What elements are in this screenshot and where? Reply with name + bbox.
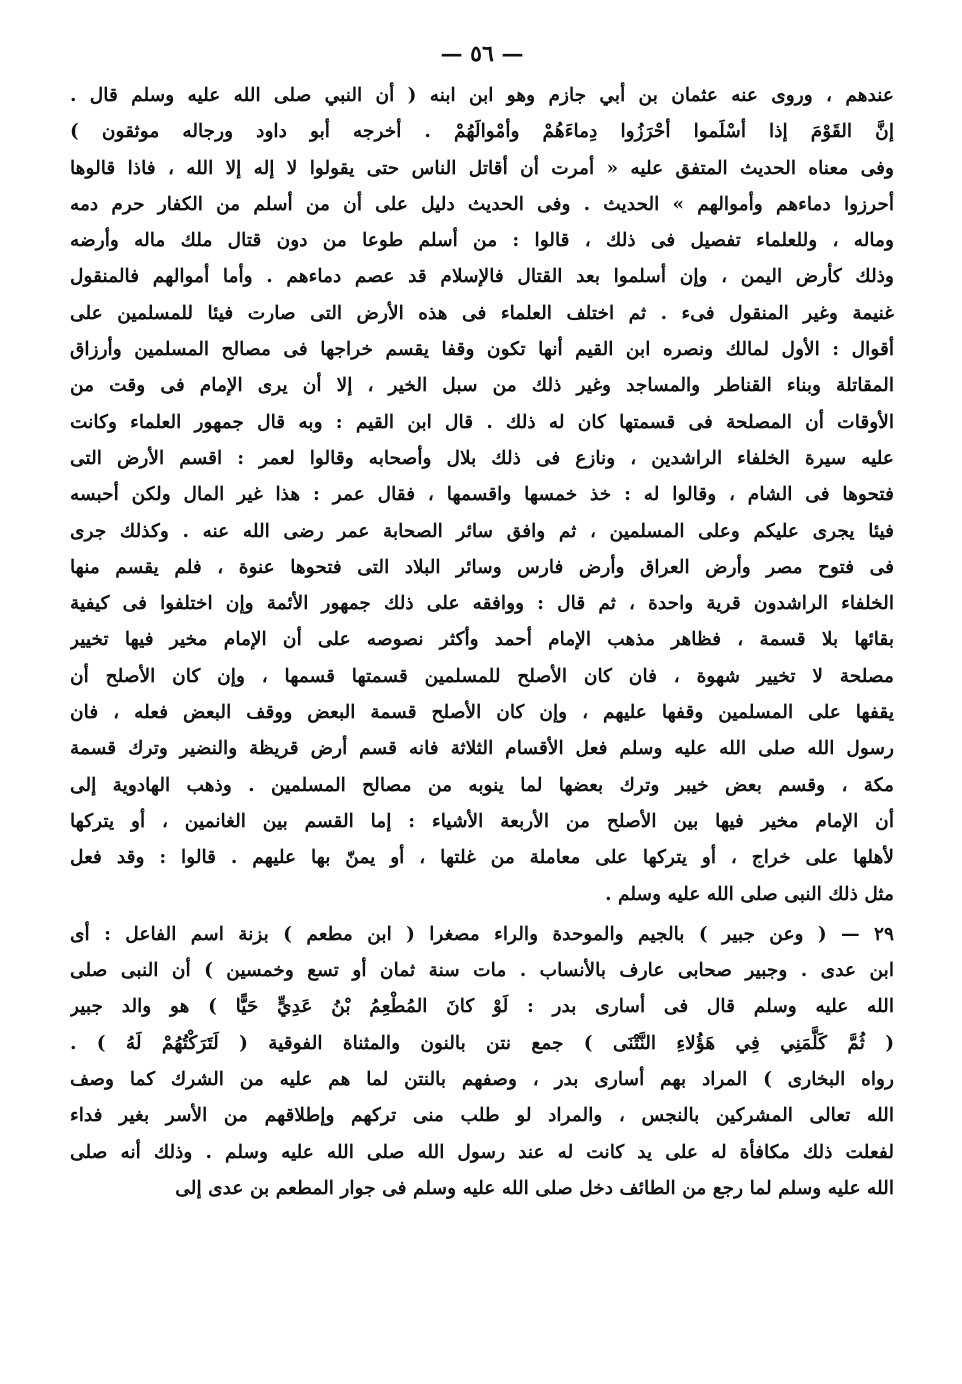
text-line: مكة ، وقسم بعض خيبر وترك بعضها لما ينوبه من مصالح المسلمين . وذهب الهادوية إلى	[70, 774, 894, 796]
text-line: المقاتلة وبناء القناطر والمساجد وغير ذلك من سبل الخير ، إلا أن يرى الإمام فى وقت من	[70, 375, 894, 397]
text-line: مثل ذلك النبى صلى الله عليه وسلم .	[605, 883, 894, 905]
text-line: إنَّ القَوْمَ إذا أسْلَموا أحْرَزُوا دِماءَهُمْ وأمْوالَهُمْ . أخرجه أبو داود ورجاله موثقون )	[70, 121, 894, 143]
text-line: عندهم ، وروى عنه عثمان بن أبي جازم وهو ابن ابنه ( أن النبي صلى الله عليه وسلم قال .	[70, 85, 894, 106]
text-line: ٢٩ — ( وعن جبير ) بالجيم والموحدة والراء مصغرا ( ابن مطعم ) بزنة اسم الفاعل : أى	[70, 923, 894, 945]
text-line: مصلحة لا تخيير شهوة ، فان كان الأصلح للمسلمين قسمتها قسمها ، وإن كان الأصلح أن	[70, 665, 894, 687]
text-line: وفى معناه الحديث المتفق عليه « أمرت أن أقاتل الناس حتى يقولوا لا إله إلا الله ، فاذا قالوها	[70, 157, 894, 179]
text-line: ( ثُمَّ كَلَّمَنِي فِي هَؤُلاءِ النَّتْنَى ) جمع نتن بالنون والمثناة الفوقية ( لَتَرَكْتُهُمْ لَهُ ) .	[70, 1032, 894, 1054]
body-text	[70, 78, 894, 1207]
paragraph-commentary	[70, 78, 894, 913]
text-line: أحرزوا دماءهم وأموالهم » الحديث . وفى الحديث دليل على أن من أسلم من الكفار حرم دمه	[70, 193, 894, 215]
text-line: الله عليه وسلم لما رجع من الطائف دخل صلى الله عليه وسلم فى جوار المطعم بن عدى إلى	[175, 1177, 894, 1199]
text-line: يقفها على المسلمين وقفها عليهم ، وإن كان الأصلح قسمة البعض ووقف البعض فعله ، فان	[70, 702, 894, 724]
text-line: الله عليه وسلم قال فى أسارى بدر : لَوْ كانَ المُطْعِمُ بْنُ عَدِيٍّ حَيًّا ) هو والد جبير	[70, 996, 894, 1018]
page-number: — ٥٦ —	[440, 41, 524, 67]
paragraph-hadith-29	[70, 917, 894, 1207]
text-line: عليه سيرة الخلفاء الراشدين ، ونازع فى ذلك بلال وأصحابه وقالوا لعمر : اقسم الأرض التى	[70, 447, 894, 469]
text-line: الخلفاء الراشدون قرية واحدة ، ثم قال : ووافقه على ذلك جمهور الأئمة وإن اختلفوا فى كيفية	[70, 593, 894, 615]
text-line: لفعلت ذلك مكافأة له على يد كانت له عند رسول الله صلى الله عليه وسلم . وذلك أنه صلى	[70, 1141, 894, 1163]
text-line: وذلك كأرض اليمن ، وإن أسلموا بعد القتال فالإسلام قد عصم دماءهم . وأما أموالهم فالمنقول	[70, 266, 894, 288]
text-line: ابن عدى . وجبير صحابى عارف بالأنساب . مات سنة ثمان أو تسع وخمسين ) أن النبى صلى	[70, 960, 894, 982]
text-line: وماله ، وللعلماء تفصيل فى ذلك ، قالوا : من أسلم طوعا من دون قتال ملك ماله وأرضه	[70, 230, 894, 252]
text-line: أن الإمام مخير فيها بين الأصلح من الأربعة الأشياء : إما القسم بين الغانمين ، أو يتركها	[70, 810, 894, 832]
text-line: بقائها بلا قسمة ، فظاهر مذهب الإمام أحمد وأكثر نصوصه على أن الإمام مخير فيها تخيير	[70, 629, 894, 651]
text-line: رواه البخارى ) المراد بهم أسارى بدر ، وصفهم بالنتن لما هم عليه من الشرك كما وصف	[70, 1069, 894, 1091]
text-line: أقوال : الأول لمالك ونصره ابن القيم أنها تكون وقفا يقسم خراجها فى مصالح المسلمين وأرزاق	[70, 339, 894, 361]
text-line: رسول الله صلى الله عليه وسلم فعل الأقسام الثلاثة فانه قسم أرض قريظة والنضير وترك قسمة	[70, 738, 894, 760]
text-line: الأوقات أن المصلحة فى قسمتها كان له ذلك . قال ابن القيم : وبه قال جمهور العلماء وكانت	[70, 411, 894, 433]
text-line: فيئا يجرى عليكم وعلى المسلمين ، ثم وافق سائر الصحابة عمر رضى الله عنه . وكذلك جرى	[70, 520, 894, 542]
text-line: غنيمة وغير المنقول فىء . ثم اختلف العلماء فى هذه الأرض التى صارت فيئا للمسلمين على	[70, 302, 894, 324]
text-line: الله تعالى المشركين بالنجس ، والمراد لو طلب منى تركهم وإطلاقهم من الأسر بغير فداء	[70, 1105, 894, 1127]
text-line: فى فتوح مصر وأرض العراق وأرض فارس وسائر البلاد التى فتحوها عنوة ، فلم يقسم منها	[70, 556, 894, 578]
text-line: لأهلها على خراج ، أو يتركها على معاملة من غلتها ، أو يمنّ بها عليهم . قالوا : وقد فعل	[70, 847, 894, 869]
text-line: فتحوها فى الشام ، وقالوا له : خذ خمسها واقسمها ، فقال عمر : هذا غير المال ولكن أحبسه	[70, 484, 894, 506]
